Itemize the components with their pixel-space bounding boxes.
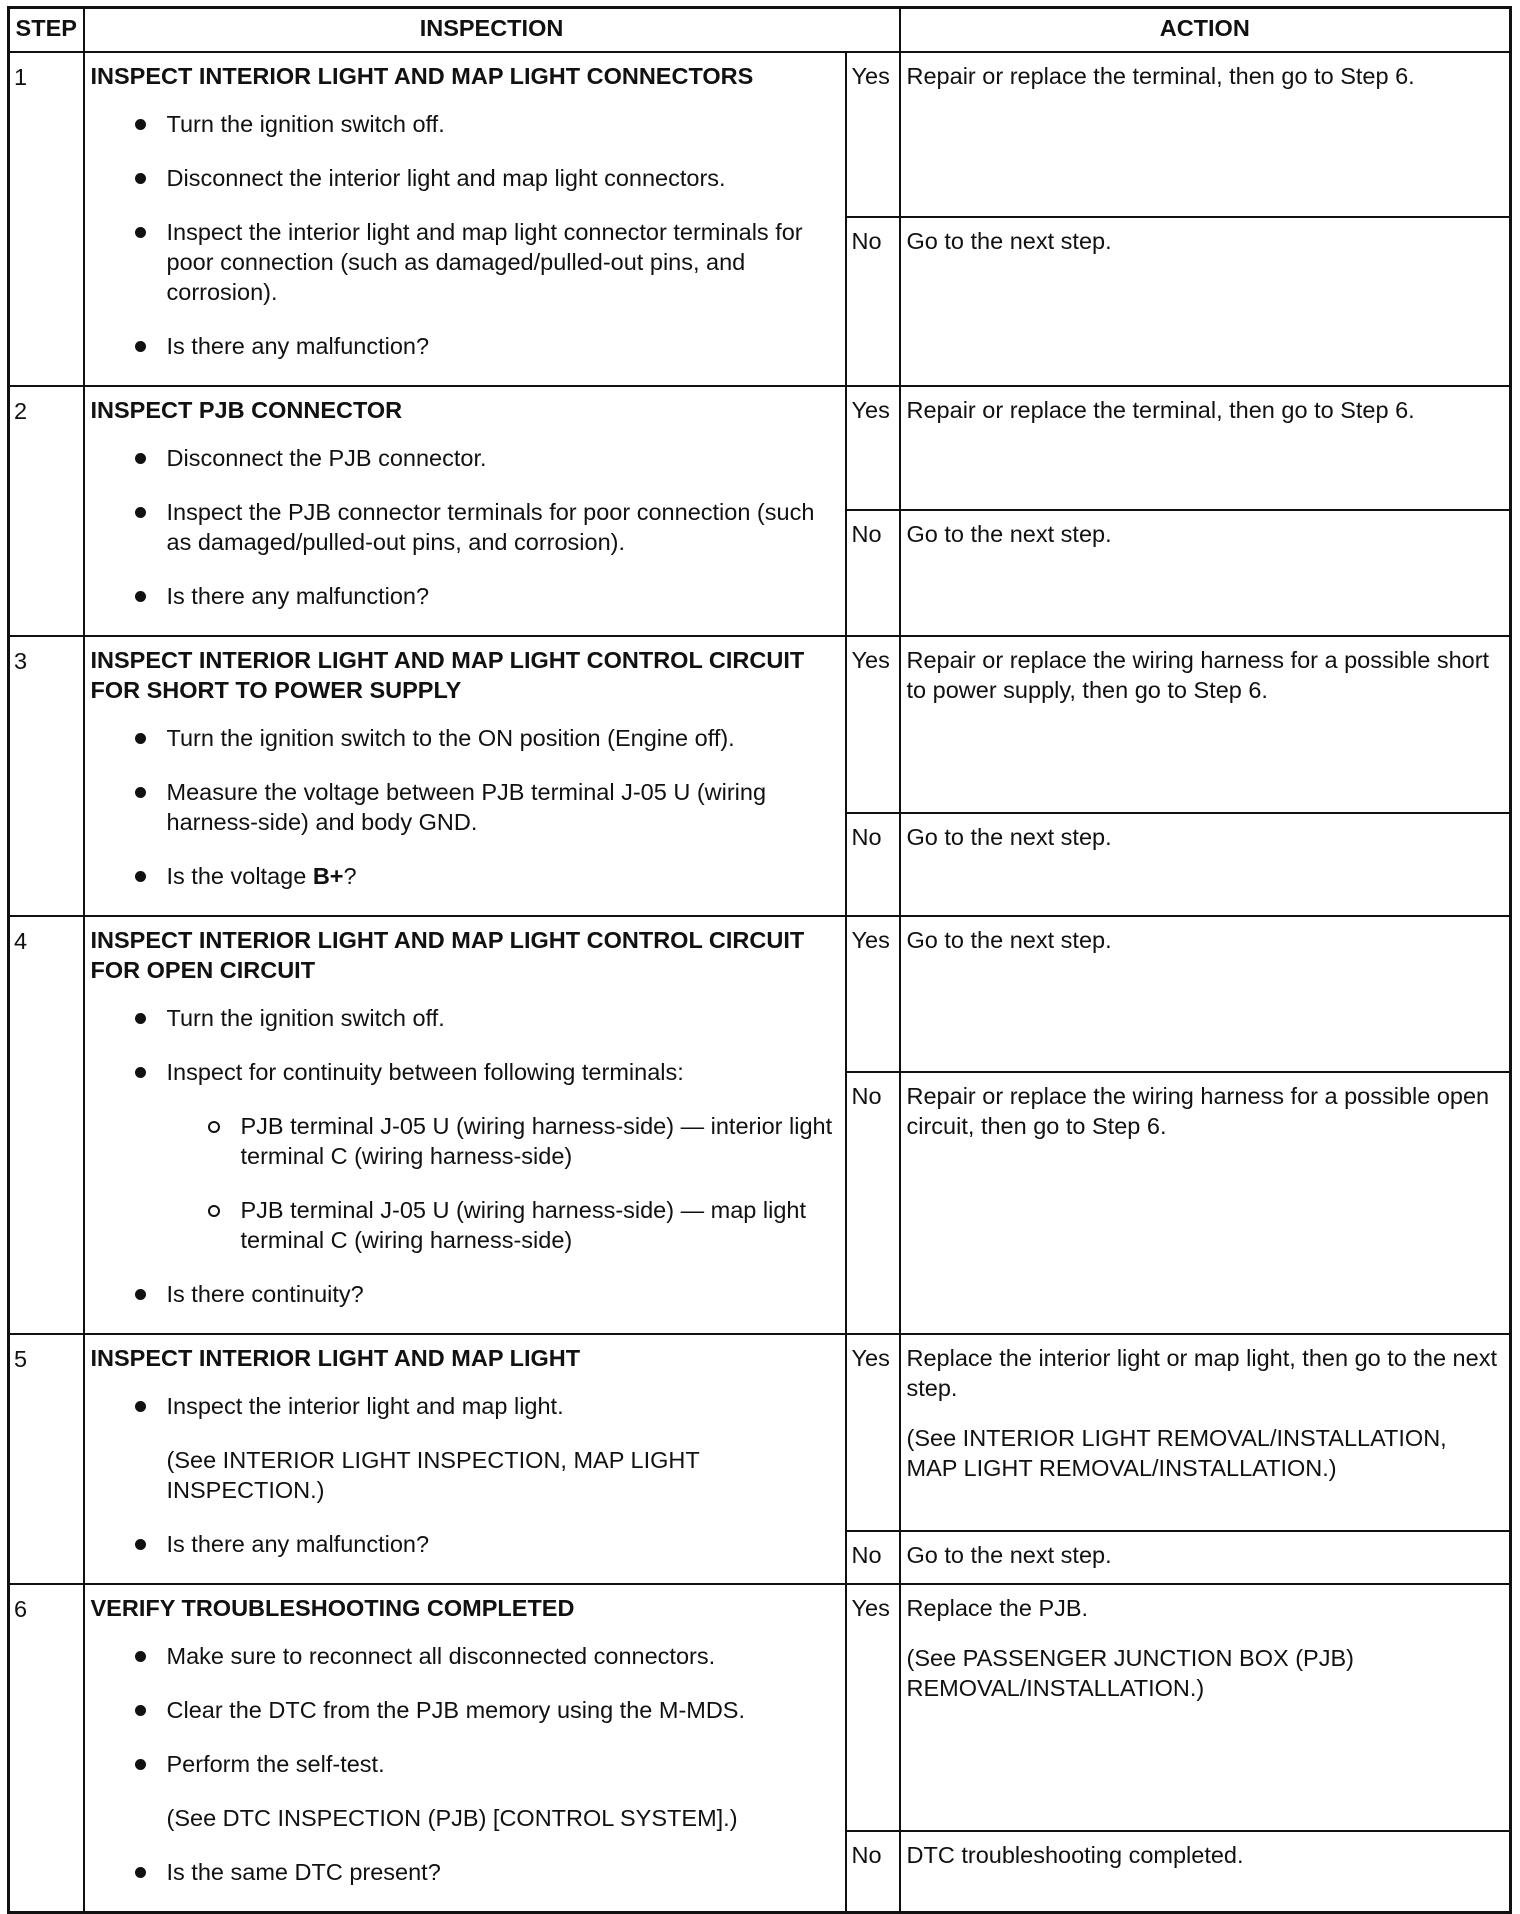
inspection-bullet: Perform the self-test.: [91, 1749, 839, 1779]
yes-action-reference: (See INTERIOR LIGHT REMOVAL/INSTALLATION, MAP LIGHT REMOVAL/INSTALLATION.): [906, 1425, 1447, 1481]
header-action: ACTION: [900, 8, 1511, 53]
header-step: STEP: [9, 8, 84, 53]
inspection-bullet: Disconnect the interior light and map light connectors.: [91, 163, 839, 193]
diagnostic-procedure-table: [7, 6, 1512, 1914]
yes-action-reference: (See PASSENGER JUNCTION BOX (PJB) REMOVAL/INSTALLATION.): [906, 1645, 1354, 1701]
inspection-question: Is the same DTC present?: [91, 1857, 839, 1887]
inspection-title: INSPECT PJB CONNECTOR: [90, 397, 403, 423]
inspection-title: VERIFY TROUBLESHOOTING COMPLETED: [90, 1595, 575, 1621]
procedure-sheet: [7, 6, 1509, 1885]
inspection-cell: [84, 52, 846, 386]
step-number: 2: [9, 386, 84, 636]
step-number: 4: [9, 916, 84, 1334]
inspection-title: INSPECT INTERIOR LIGHT AND MAP LIGHT: [90, 1345, 581, 1371]
no-label: No: [846, 1072, 900, 1334]
inspection-question: Is there any malfunction?: [91, 331, 839, 361]
no-label: No: [846, 1531, 900, 1584]
yes-label: Yes: [846, 916, 900, 1072]
no-action: Go to the next step.: [900, 510, 1511, 636]
step-number: 3: [9, 636, 84, 916]
inspection-cell: [84, 386, 846, 636]
table-row: [9, 1584, 1511, 1831]
no-action: Go to the next step.: [900, 1531, 1511, 1584]
no-action: Go to the next step.: [900, 813, 1511, 916]
yes-action-cell: [900, 1584, 1511, 1831]
question-value: B+: [312, 863, 344, 889]
step-number: 1: [9, 52, 84, 386]
inspection-bullet: [91, 1057, 839, 1255]
yes-action: Repair or replace the wiring harness for a possible short to power supply, then go to Step 6.: [900, 636, 1511, 813]
yes-action: Replace the interior light or map light, then go to the next step.: [906, 1345, 1497, 1401]
inspection-reference: (See DTC INSPECTION (PJB) [CONTROL SYSTEM].): [166, 1805, 738, 1831]
step-number: 6: [9, 1584, 84, 1913]
inspection-cell: [84, 1334, 846, 1584]
inspection-sub-bullet: PJB terminal J-05 U (wiring harness-side) — interior light terminal C (wiring harness-side): [165, 1111, 839, 1171]
question-end: ?: [343, 863, 357, 889]
inspection-bullet: Clear the DTC from the PJB memory using the M-MDS.: [91, 1695, 839, 1725]
inspection-sub-bullet: PJB terminal J-05 U (wiring harness-side) — map light terminal C (wiring harness-side): [165, 1195, 839, 1255]
step-number: 5: [9, 1334, 84, 1584]
table-row: [9, 636, 1511, 813]
inspection-question: Is there continuity?: [91, 1279, 839, 1309]
yes-label: Yes: [846, 636, 900, 813]
yes-label: Yes: [846, 386, 900, 510]
inspection-bullet: Disconnect the PJB connector.: [91, 443, 839, 473]
inspection-title: INSPECT INTERIOR LIGHT AND MAP LIGHT CONNECTORS: [90, 63, 754, 89]
inspection-question: Is there any malfunction?: [91, 581, 839, 611]
yes-label: Yes: [846, 52, 900, 217]
inspection-question: Is there any malfunction?: [91, 1529, 839, 1559]
inspection-bullet: Turn the ignition switch to the ON position (Engine off).: [91, 723, 839, 753]
inspection-question: [91, 861, 839, 891]
inspection-title: INSPECT INTERIOR LIGHT AND MAP LIGHT CONTROL CIRCUIT FOR OPEN CIRCUIT: [90, 927, 805, 983]
inspection-bullet: Turn the ignition switch off.: [91, 1003, 839, 1033]
table-header-row: [9, 8, 1511, 53]
inspection-cell: [84, 636, 846, 916]
no-label: No: [846, 510, 900, 636]
inspection-bullet-text: Inspect for continuity between following terminals:: [166, 1059, 684, 1085]
yes-label: Yes: [846, 1584, 900, 1831]
header-inspection: INSPECTION: [84, 8, 900, 53]
yes-action: Go to the next step.: [900, 916, 1511, 1072]
table-row: [9, 1334, 1511, 1531]
yes-action: Repair or replace the terminal, then go to Step 6.: [900, 52, 1511, 217]
yes-action: Replace the PJB.: [906, 1595, 1089, 1621]
yes-action: Repair or replace the terminal, then go to Step 6.: [900, 386, 1511, 510]
inspection-bullet: Inspect the interior light and map light connector terminals for poor connection (such as damaged/pulled-out pins, and corrosion).: [91, 217, 839, 307]
inspection-reference: (See INTERIOR LIGHT INSPECTION, MAP LIGHT INSPECTION.): [166, 1447, 700, 1503]
table-row: [9, 386, 1511, 510]
inspection-cell: [84, 1584, 846, 1913]
table-row: [9, 916, 1511, 1072]
inspection-bullet: Turn the ignition switch off.: [91, 109, 839, 139]
no-action: Go to the next step.: [900, 217, 1511, 386]
inspection-cell: [84, 916, 846, 1334]
inspection-bullet: Inspect the interior light and map light.: [91, 1391, 839, 1421]
inspection-bullet: Inspect the PJB connector terminals for poor connection (such as damaged/pulled-out pins, and corrosion).: [91, 497, 839, 557]
table-row: [9, 52, 1511, 217]
no-label: No: [846, 1831, 900, 1912]
no-action: DTC troubleshooting completed.: [900, 1831, 1511, 1912]
inspection-bullet: Measure the voltage between PJB terminal J-05 U (wiring harness-side) and body GND.: [91, 777, 839, 837]
no-label: No: [846, 217, 900, 386]
question-text: Is the voltage: [166, 863, 313, 889]
no-action: Repair or replace the wiring harness for a possible open circuit, then go to Step 6.: [900, 1072, 1511, 1334]
yes-label: Yes: [846, 1334, 900, 1531]
inspection-title: INSPECT INTERIOR LIGHT AND MAP LIGHT CONTROL CIRCUIT FOR SHORT TO POWER SUPPLY: [90, 647, 805, 703]
inspection-bullet: Make sure to reconnect all disconnected connectors.: [91, 1641, 839, 1671]
no-label: No: [846, 813, 900, 916]
yes-action-cell: [900, 1334, 1511, 1531]
